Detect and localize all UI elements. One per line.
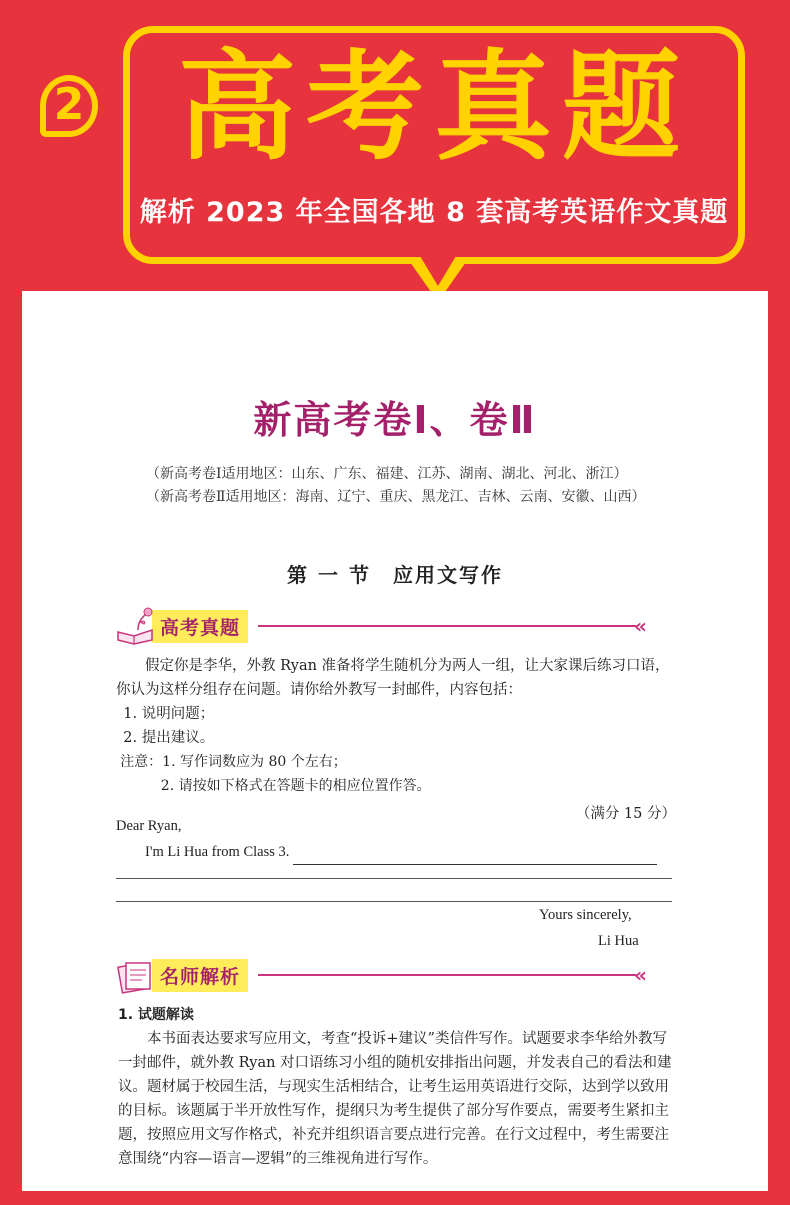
tag-label: 高考真题 [152,610,248,643]
prompt-intro: 假定你是李华，外教 Ryan 准备将学生随机分为两人一组，让大家课后练习口语，你认为这样分组存在问题。请你给外教写一封邮件，内容包括： [116,658,670,698]
letter-signature: Li Hua [598,933,639,949]
book-plant-icon [114,606,158,646]
paper-title: 新高考卷Ⅰ、卷Ⅱ [253,398,537,442]
analysis-text: 本书面表达要求写应用文，考查“投诉+建议”类信件写作。试题要求李华给外教写一封邮件，就外教 Ryan 对口语练习小组的随机安排指出问题，并发表自己的看法和建议。题材属于校园生活，与现实生活相结合，让考生运用英语进行交际，达到学以致用的目标。该题属于半开放性写作，提纲只为考生提供了部分写作要点，需要考生紧扣主题，按照应用文写作格式，补充并组织语言要点进行完善。在行文过程中，考生需要注意围绕“内容—语言—逻辑”的三维视角进行写作。 [118,1031,672,1167]
double-chevron-icon: « [634,963,647,987]
double-chevron-icon: « [634,614,647,638]
letter-opening: I'm Li Hua from Class 3. [145,844,290,860]
prompt-block [116,654,676,826]
tag-gaokao-zhenti [114,609,647,643]
section-heading: 第 一 节 应用文写作 [287,563,503,587]
letter-template [116,813,676,865]
number-badge: 2 [40,75,98,137]
paper-page [22,291,768,1191]
prompt-note-1: 注意：1. 写作词数应为 80 个左右； [120,754,347,770]
region-line-2: （新高考卷Ⅱ适用地区：海南、辽宁、重庆、黑龙江、吉林、云南、安徽、山西） [146,489,646,505]
prompt-note-2: 2. 请按如下格式在答题卡的相应位置作答。 [160,778,431,794]
stacked-papers-icon [114,955,158,995]
letter-closing: Yours sincerely, [539,907,632,923]
analysis-heading: 1. 试题解读 [118,1007,194,1023]
prompt-item-2: 2. 提出建议。 [123,730,215,746]
region-line-1: （新高考卷Ⅰ适用地区：山东、广东、福建、江苏、湖南、湖北、河北、浙江） [146,466,628,482]
regions-list [146,463,646,509]
tag-label: 名师解析 [152,959,248,992]
banner-title: 高考真题 [177,38,690,176]
letter-greeting: Dear Ryan, [116,818,182,834]
banner-subtitle: 解析 2023 年全国各地 8 套高考英语作文真题 [139,197,729,228]
tag-mingshi-jiexi [114,958,647,992]
prompt-item-1: 1. 说明问题； [123,706,215,722]
analysis-block [118,1003,676,1171]
prompt-score: （满分 15 分） [575,806,676,822]
answer-line[interactable] [293,847,657,865]
answer-line-2[interactable] [116,878,672,879]
